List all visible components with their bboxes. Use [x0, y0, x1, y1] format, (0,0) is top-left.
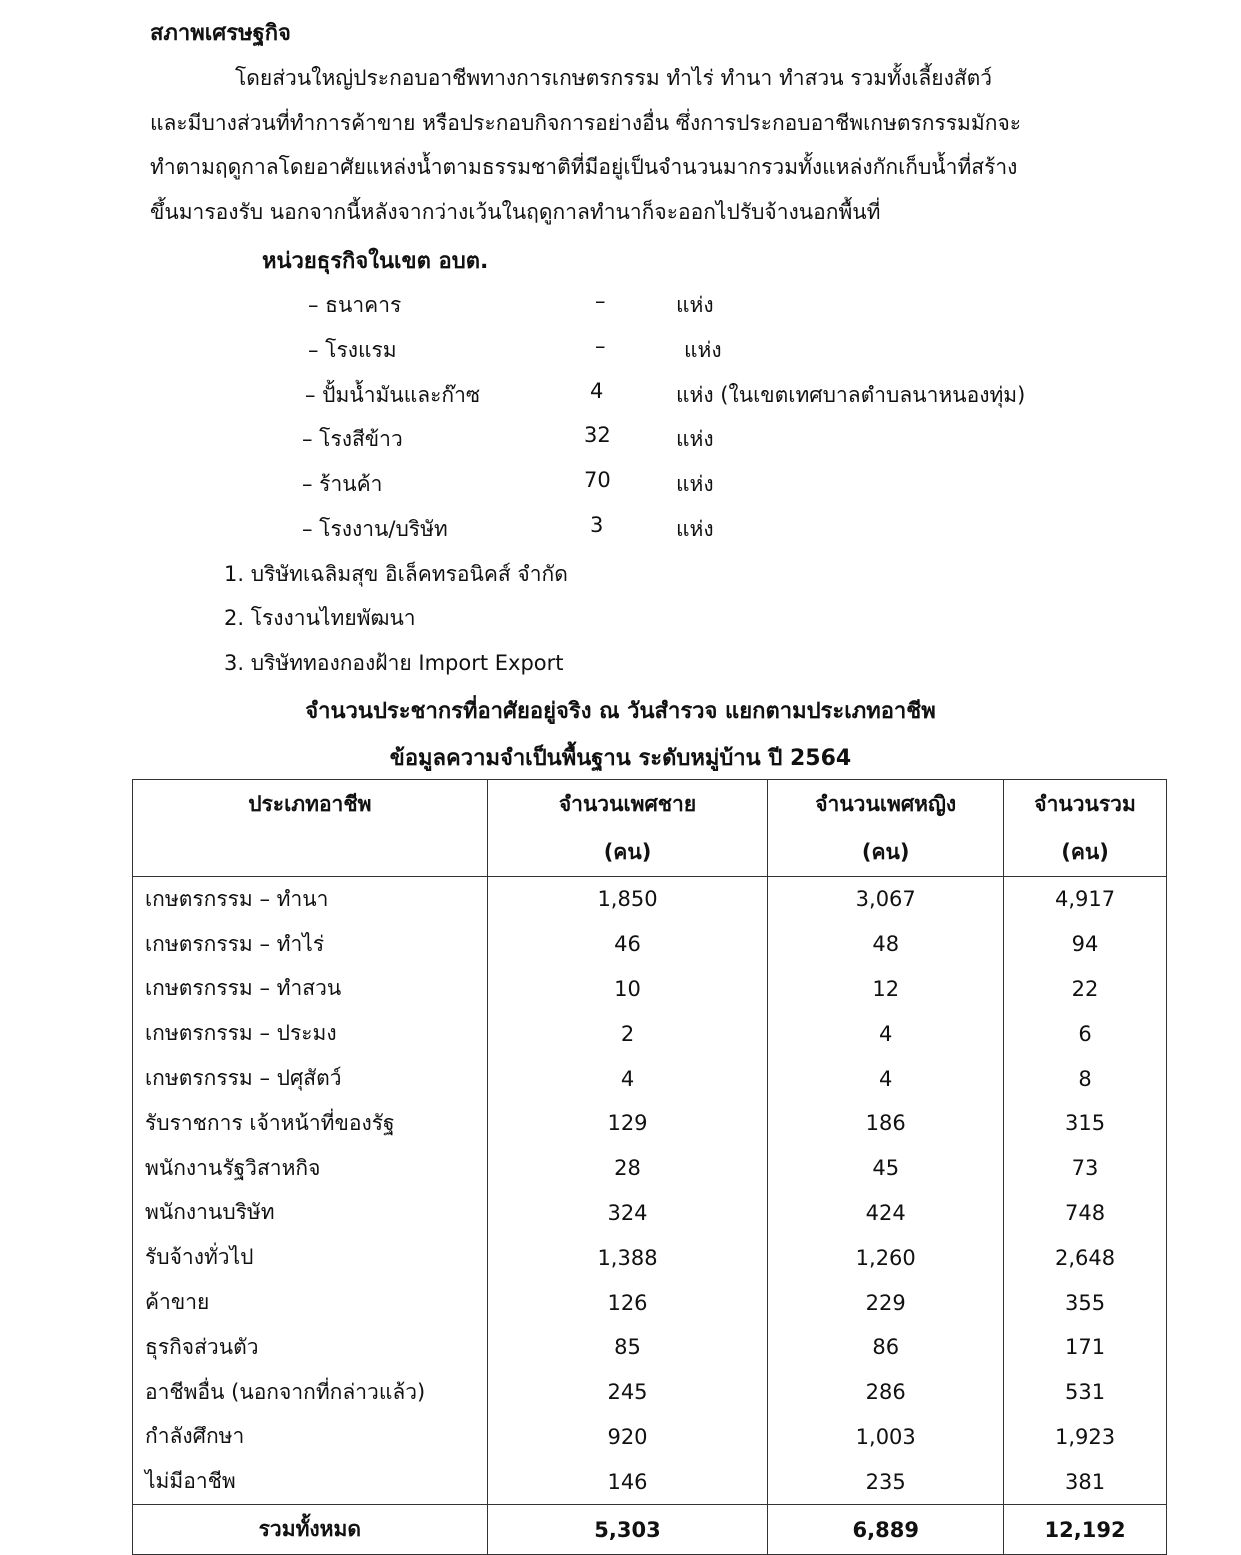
table-row: [133, 1459, 1167, 1504]
total-all: 12,192: [1004, 1505, 1167, 1555]
table-body: [133, 877, 1167, 1505]
female-count-cell: 1,260: [768, 1235, 1004, 1280]
table-row: [133, 1280, 1167, 1325]
business-item-unit: แห่ง: [676, 517, 714, 541]
header-female: จำนวนเพศหญิง (คน): [768, 780, 1004, 877]
table-row: [133, 1235, 1167, 1280]
business-item-count: 70: [584, 468, 611, 492]
male-count-cell: 85: [487, 1325, 768, 1370]
header-total: จำนวนรวม (คน): [1004, 780, 1167, 877]
occupation-cell: พนักงานบริษัท: [133, 1191, 488, 1236]
male-count-cell: 4: [487, 1056, 768, 1101]
business-item-count: 32: [584, 423, 611, 447]
header-occupation: ประเภทอาชีพ: [133, 780, 488, 877]
occupation-cell: เกษตรกรรม – ปศุสัตว์: [133, 1056, 488, 1101]
company-item: 2. โรงงานไทยพัฒนา: [224, 606, 416, 630]
occupation-cell: ไม่มีอาชีพ: [133, 1459, 488, 1504]
occupation-cell: เกษตรกรรม – ทำสวน: [133, 967, 488, 1012]
female-count-cell: 424: [768, 1191, 1004, 1236]
occupation-cell: อาชีพอื่น (นอกจากที่กล่าวแล้ว): [133, 1370, 488, 1415]
male-count-cell: 129: [487, 1101, 768, 1146]
economy-paragraph-line: ทำตามฤดูกาลโดยอาศัยแหล่งน้ำตามธรรมชาติที่มีอยู่เป็นจำนวนมากรวมทั้งแหล่งกักเก็บน้ำที่สร้าง: [150, 155, 1018, 179]
business-item-count: 4: [590, 379, 604, 403]
female-count-cell: 229: [768, 1280, 1004, 1325]
economy-heading: สภาพเศรษฐกิจ: [150, 21, 291, 46]
male-count-cell: 46: [487, 922, 768, 967]
occupation-cell: รับจ้างทั่วไป: [133, 1235, 488, 1280]
business-item-unit: แห่ง (ในเขตเทศบาลตำบลนาหนองทุ่ม): [676, 383, 1026, 407]
occupation-cell: เกษตรกรรม – ทำไร่: [133, 922, 488, 967]
table-title: จำนวนประชากรที่อาศัยอยู่จริง ณ วันสำรวจ แยกตามประเภทอาชีพ: [305, 699, 936, 724]
occupation-cell: รับราชการ เจ้าหน้าที่ของรัฐ: [133, 1101, 488, 1146]
total-count-cell: 73: [1004, 1146, 1167, 1191]
total-count-cell: 8: [1004, 1056, 1167, 1101]
business-item-label: – โรงแรม: [308, 338, 397, 362]
male-count-cell: 10: [487, 967, 768, 1012]
female-count-cell: 4: [768, 1056, 1004, 1101]
table-row: [133, 967, 1167, 1012]
table-row: [133, 1146, 1167, 1191]
business-item-label: – โรงสีข้าว: [302, 427, 403, 451]
total-count-cell: 6: [1004, 1011, 1167, 1056]
male-count-cell: 1,388: [487, 1235, 768, 1280]
female-count-cell: 235: [768, 1459, 1004, 1504]
total-count-cell: 748: [1004, 1191, 1167, 1236]
total-count-cell: 22: [1004, 967, 1167, 1012]
business-item-count: 3: [590, 513, 604, 537]
business-heading: หน่วยธุรกิจในเขต อบต.: [262, 249, 489, 274]
total-count-cell: 1,923: [1004, 1415, 1167, 1460]
business-item-label: – ร้านค้า: [302, 472, 383, 496]
table-row: [133, 1370, 1167, 1415]
table-row: [133, 1011, 1167, 1056]
occupation-cell: เกษตรกรรม – ทำนา: [133, 877, 488, 922]
occupation-cell: พนักงานรัฐวิสาหกิจ: [133, 1146, 488, 1191]
business-item-label: – ปั้มน้ำมันและก๊าซ: [305, 383, 481, 407]
total-count-cell: 531: [1004, 1370, 1167, 1415]
header-male: จำนวนเพศชาย (คน): [487, 780, 768, 877]
total-count-cell: 171: [1004, 1325, 1167, 1370]
table-row: [133, 1191, 1167, 1236]
female-count-cell: 186: [768, 1101, 1004, 1146]
occupation-cell: ธุรกิจส่วนตัว: [133, 1325, 488, 1370]
occupation-cell: ค้าขาย: [133, 1280, 488, 1325]
business-item-label: – โรงงาน/บริษัท: [302, 517, 448, 541]
table-total-row: [133, 1505, 1167, 1555]
economy-paragraph-line: และมีบางส่วนที่ทำการค้าขาย หรือประกอบกิจการอย่างอื่น ซึ่งการประกอบอาชีพเกษตรกรรมมักจะ: [150, 111, 1022, 135]
female-count-cell: 286: [768, 1370, 1004, 1415]
total-count-cell: 355: [1004, 1280, 1167, 1325]
occupation-table: [132, 779, 1167, 1555]
total-male: 5,303: [487, 1505, 768, 1555]
occupation-cell: เกษตรกรรม – ประมง: [133, 1011, 488, 1056]
total-count-cell: 2,648: [1004, 1235, 1167, 1280]
male-count-cell: 245: [487, 1370, 768, 1415]
total-count-cell: 315: [1004, 1101, 1167, 1146]
business-item-unit: แห่ง: [676, 293, 714, 317]
total-female: 6,889: [768, 1505, 1004, 1555]
table-row: [133, 877, 1167, 922]
economy-paragraph-line: ขึ้นมารองรับ นอกจากนี้หลังจากว่างเว้นในฤดูกาลทำนาก็จะออกไปรับจ้างนอกพื้นที่: [150, 200, 881, 224]
table-header-row: [133, 780, 1167, 877]
table-row: [133, 1325, 1167, 1370]
male-count-cell: 28: [487, 1146, 768, 1191]
company-item: 3. บริษัททองกองฝ้าย Import Export: [224, 651, 564, 675]
male-count-cell: 920: [487, 1415, 768, 1460]
table-row: [133, 1056, 1167, 1101]
company-item: 1. บริษัทเฉลิมสุข อิเล็คทรอนิคส์ จำกัด: [224, 562, 568, 586]
total-count-cell: 94: [1004, 922, 1167, 967]
total-count-cell: 4,917: [1004, 877, 1167, 922]
male-count-cell: 1,850: [487, 877, 768, 922]
business-item-unit: แห่ง: [676, 472, 714, 496]
female-count-cell: 86: [768, 1325, 1004, 1370]
female-count-cell: 45: [768, 1146, 1004, 1191]
male-count-cell: 146: [487, 1459, 768, 1504]
table-row: [133, 1415, 1167, 1460]
male-count-cell: 2: [487, 1011, 768, 1056]
total-count-cell: 381: [1004, 1459, 1167, 1504]
business-item-count: –: [595, 289, 606, 313]
female-count-cell: 4: [768, 1011, 1004, 1056]
male-count-cell: 324: [487, 1191, 768, 1236]
female-count-cell: 12: [768, 967, 1004, 1012]
male-count-cell: 126: [487, 1280, 768, 1325]
economy-paragraph-line: โดยส่วนใหญ่ประกอบอาชีพทางการเกษตรกรรม ทำไร่ ทำนา ทำสวน รวมทั้งเลี้ยงสัตว์: [235, 66, 993, 90]
table-row: [133, 1101, 1167, 1146]
business-item-label: – ธนาคาร: [308, 293, 402, 317]
female-count-cell: 48: [768, 922, 1004, 967]
occupation-cell: กำลังศึกษา: [133, 1415, 488, 1460]
table-row: [133, 922, 1167, 967]
business-item-count: –: [595, 334, 606, 358]
business-item-unit: แห่ง: [684, 338, 722, 362]
female-count-cell: 1,003: [768, 1415, 1004, 1460]
total-label: รวมทั้งหมด: [133, 1505, 488, 1555]
female-count-cell: 3,067: [768, 877, 1004, 922]
table-subtitle: ข้อมูลความจำเป็นพื้นฐาน ระดับหมู่บ้าน ปี 2564: [389, 746, 852, 771]
business-item-unit: แห่ง: [676, 427, 714, 451]
